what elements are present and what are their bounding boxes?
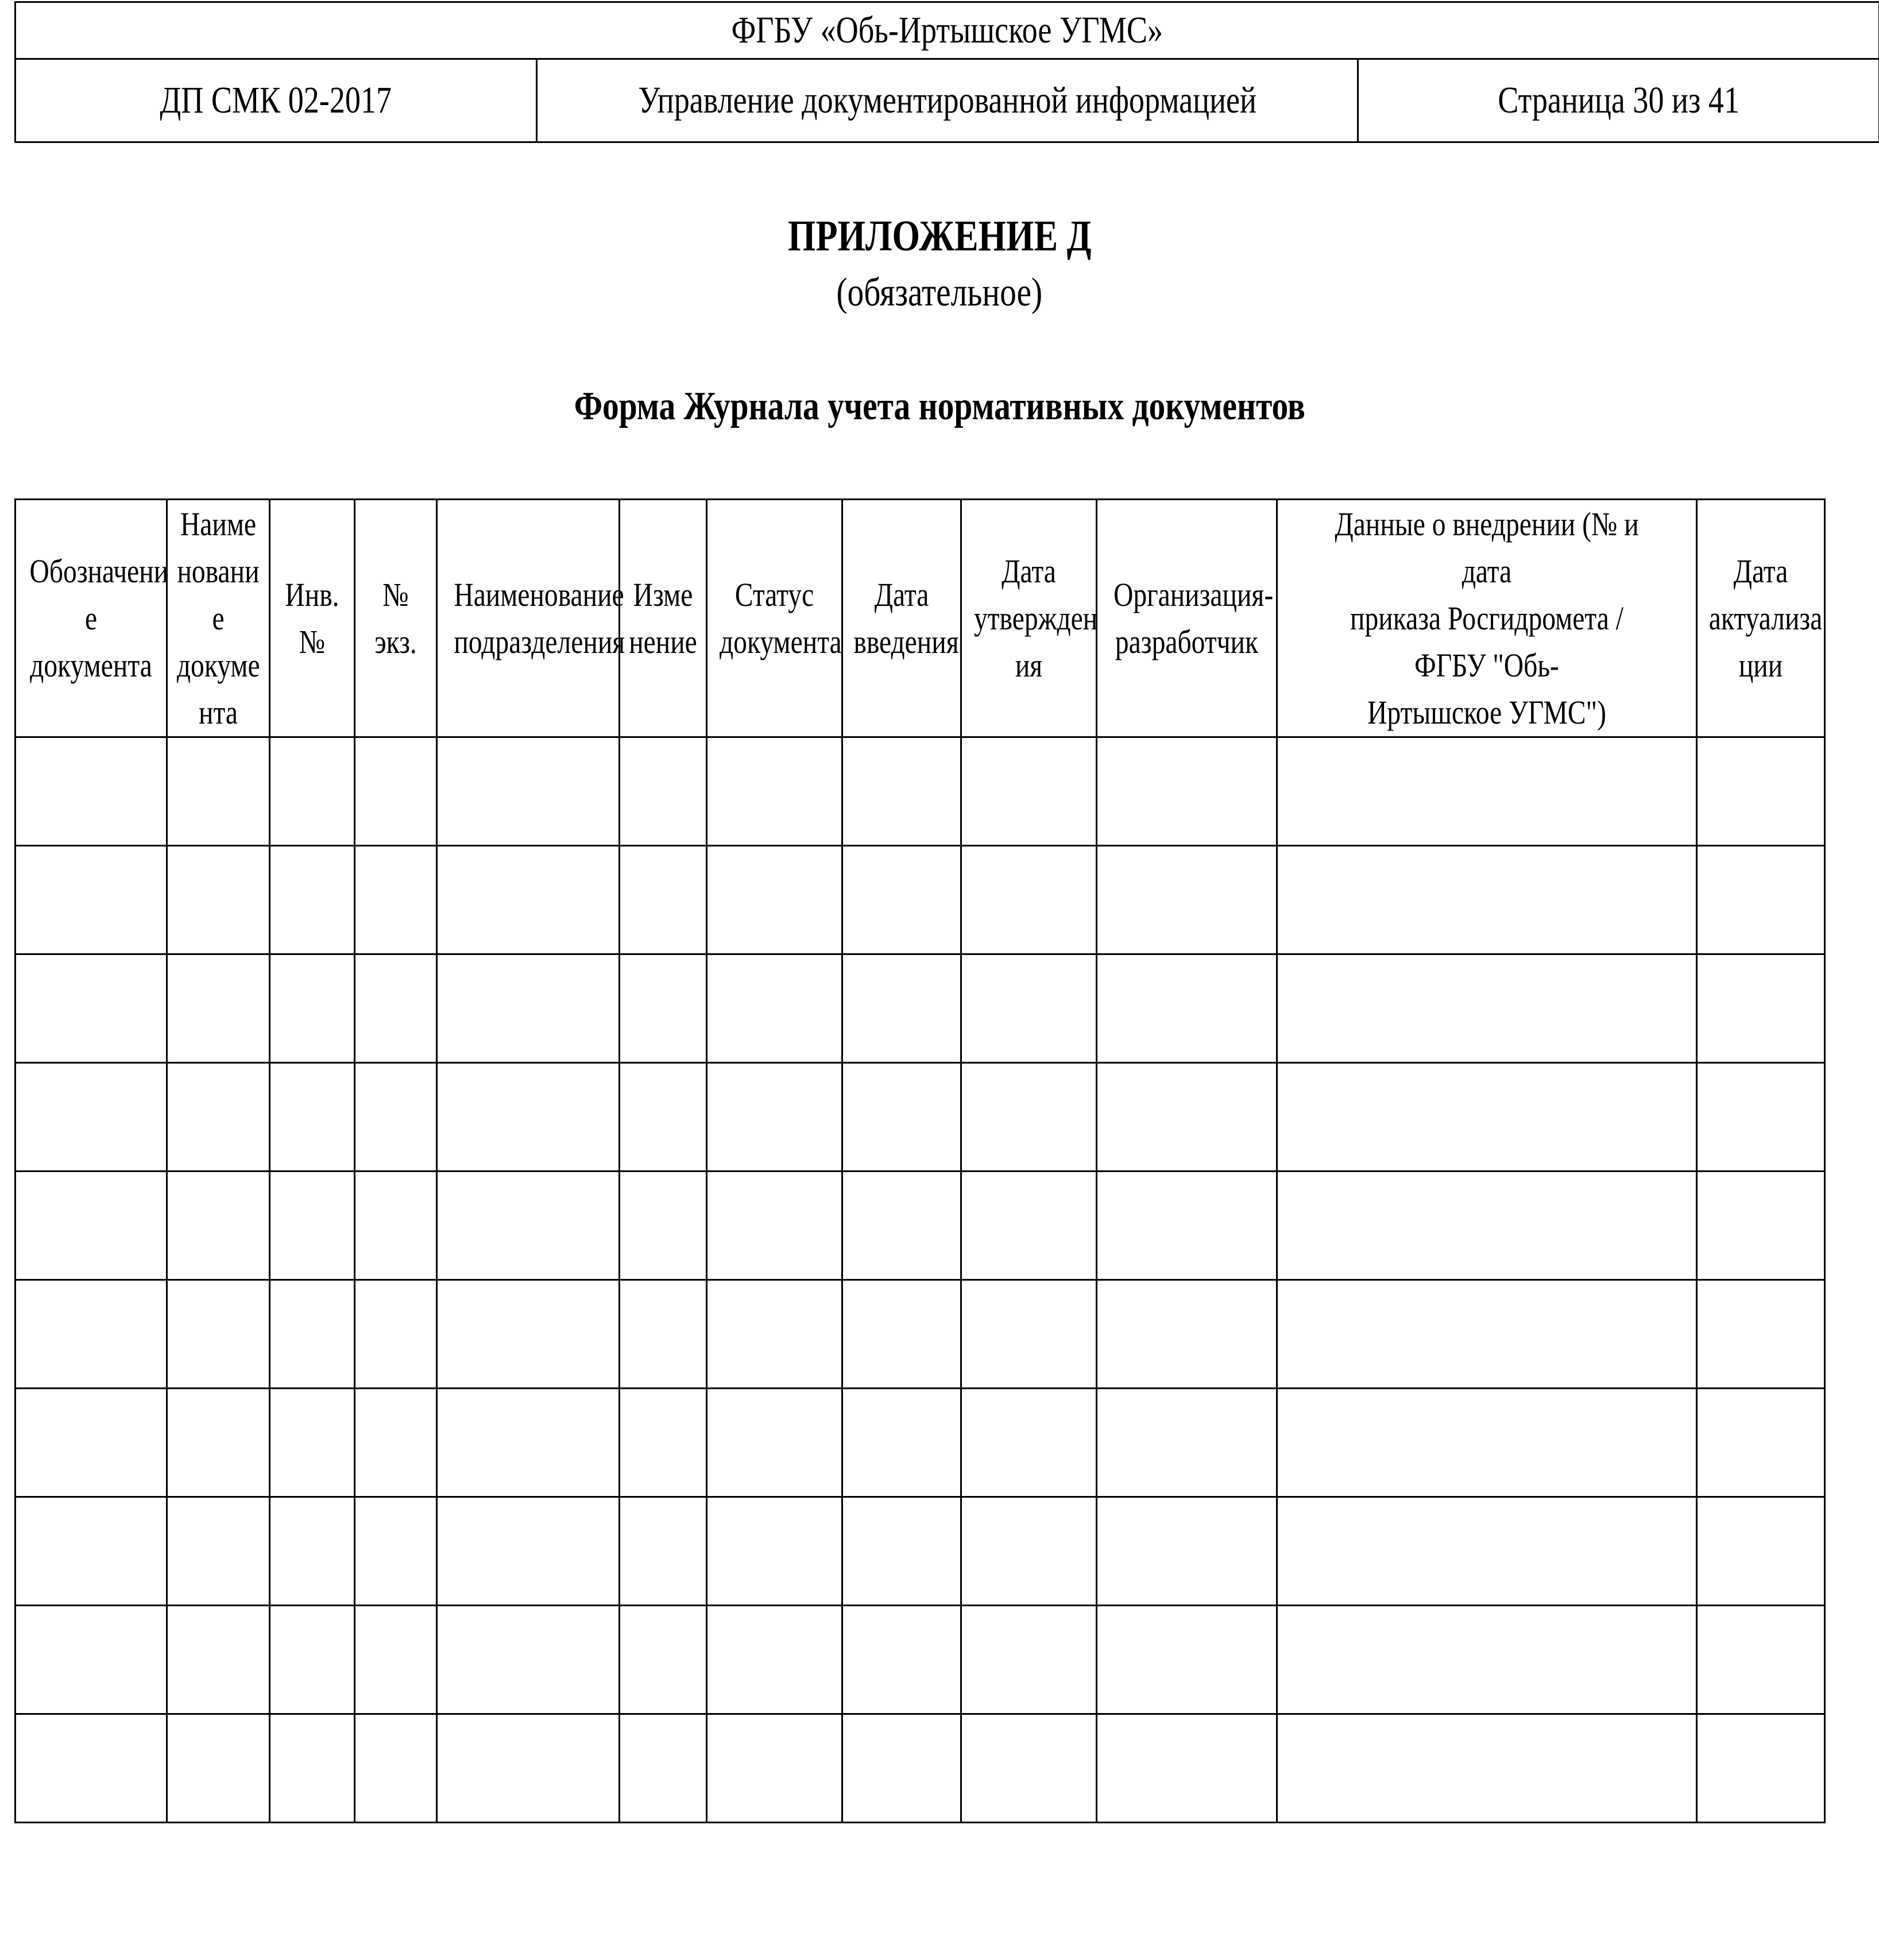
column-header-label: Наиме новани е докуме нта [176,505,260,731]
table-cell [620,1063,707,1172]
table-cell [961,1172,1097,1280]
table-cell [16,1172,167,1280]
table-cell [355,1280,437,1389]
table-cell [167,954,270,1063]
document-header [14,1,1879,143]
column-header [16,500,167,737]
table-cell [620,1714,707,1823]
table-cell [16,737,167,846]
table-cell [1097,1389,1277,1497]
table-cell [167,737,270,846]
organization-cell [16,2,1879,59]
table-cell [707,1389,842,1497]
column-header-label: Дата актуализа ции [1708,552,1823,684]
table-cell [1697,1497,1825,1606]
column-header [270,500,355,737]
table-cell [1277,954,1697,1063]
table-row [16,954,1825,1063]
table-cell [1697,737,1825,846]
page-info: Страница 30 из 41 [1498,79,1739,121]
doc-title: Управление документированной информацией [638,79,1256,121]
column-header [355,500,437,737]
table-cell [437,954,620,1063]
column-header-label: Организация- разработчик [1113,575,1274,660]
table-cell [167,1280,270,1389]
column-header [961,500,1097,737]
table-cell [707,1714,842,1823]
table-cell [270,1714,355,1823]
table-cell [355,1606,437,1714]
table-cell [355,1172,437,1280]
table-cell [707,737,842,846]
table-cell [842,846,961,954]
table-cell [437,1280,620,1389]
table-cell [16,1497,167,1606]
table-cell [437,1389,620,1497]
column-header-label: Обозначени е документа [29,552,169,684]
table-cell [961,1497,1097,1606]
table-cell [355,954,437,1063]
table-cell [1277,1389,1697,1497]
table-cell [167,1172,270,1280]
table-cell [1097,1606,1277,1714]
table-cell [270,1606,355,1714]
page-info-cell [1358,59,1879,142]
table-cell [167,846,270,954]
table-cell [1697,846,1825,954]
column-header [620,500,707,737]
table-cell [1697,1172,1825,1280]
table-cell [16,954,167,1063]
journal-table [14,498,1826,1823]
table-cell [270,1172,355,1280]
table-cell [1697,1389,1825,1497]
table-cell [1097,1063,1277,1172]
table-cell [167,1063,270,1172]
table-cell [1277,1063,1697,1172]
table-cell [842,737,961,846]
table-cell [1697,1063,1825,1172]
column-header [1277,500,1697,737]
table-cell [707,1606,842,1714]
table-cell [16,846,167,954]
table-cell [842,954,961,1063]
table-cell [1097,1497,1277,1606]
table-cell [437,846,620,954]
table-cell [437,1497,620,1606]
table-cell [707,1063,842,1172]
table-cell [707,846,842,954]
table-row [16,1280,1825,1389]
table-cell [167,1497,270,1606]
table-row [16,1497,1825,1606]
table-cell [167,1606,270,1714]
table-cell [707,1172,842,1280]
table-cell [961,1063,1097,1172]
table-cell [620,1389,707,1497]
column-header [167,500,270,737]
table-cell [620,1280,707,1389]
table-cell [1097,954,1277,1063]
table-cell [270,1389,355,1497]
doc-code-cell [16,59,537,142]
table-row [16,846,1825,954]
table-cell [167,1389,270,1497]
table-cell [16,1714,167,1823]
table-row [16,737,1825,846]
form-title [0,384,1879,430]
column-header-label: Данные о внедрении (№ и дата приказа Росгидромета / ФГБУ "Обь- Иртышское УГМС") [1335,505,1639,731]
table-cell [437,737,620,846]
appendix-title [0,211,1879,261]
table-cell [1697,1714,1825,1823]
table-cell [961,846,1097,954]
table-cell [437,1714,620,1823]
table-cell [16,1389,167,1497]
table-cell [1697,954,1825,1063]
column-header [437,500,625,737]
table-row [16,1063,1825,1172]
form-title-text: Форма Журнала учета нормативных документов [574,384,1305,428]
table-cell [270,954,355,1063]
table-cell [270,737,355,846]
table-cell [620,1172,707,1280]
column-header [1697,500,1825,737]
table-cell [1277,1280,1697,1389]
table-cell [842,1497,961,1606]
table-cell [707,1280,842,1389]
table-cell [842,1389,961,1497]
table-cell [1277,846,1697,954]
table-cell [961,737,1097,846]
table-cell [1277,1606,1697,1714]
journal-body [16,737,1825,1823]
table-cell [842,1063,961,1172]
table-row [16,1172,1825,1280]
table-cell [437,1606,620,1714]
table-cell [270,1497,355,1606]
table-cell [16,1606,167,1714]
table-cell [355,1714,437,1823]
table-cell [355,1497,437,1606]
journal-header-row [16,500,1825,737]
appendix-subtitle-text: (обязательное) [836,270,1043,315]
table-cell [437,1172,620,1280]
table-cell [270,1280,355,1389]
table-cell [707,1497,842,1606]
table-cell [620,1606,707,1714]
column-header-label: № экз. [374,575,417,660]
column-header-label: Дата утвержден ия [973,552,1098,684]
table-cell [620,954,707,1063]
doc-title-cell [537,59,1358,142]
table-cell [355,846,437,954]
table-cell [620,1497,707,1606]
table-cell [842,1606,961,1714]
table-cell [1097,737,1277,846]
column-header-label: Статус документа [719,575,842,660]
table-cell [16,1280,167,1389]
table-row [16,1714,1825,1823]
appendix-title-text: ПРИЛОЖЕНИЕ Д [787,212,1092,260]
table-cell [961,1714,1097,1823]
table-cell [961,1606,1097,1714]
table-cell [1697,1280,1825,1389]
table-cell [961,1280,1097,1389]
table-row [16,1606,1825,1714]
table-cell [842,1172,961,1280]
table-cell [842,1280,961,1389]
column-header-label: Инв. № [285,575,339,660]
table-cell [1277,1714,1697,1823]
table-cell [620,846,707,954]
organization-name: ФГБУ «Обь-Иртышское УГМС» [731,9,1163,51]
table-cell [1277,1497,1697,1606]
table-cell [270,846,355,954]
column-header [842,500,961,737]
table-cell [961,1389,1097,1497]
column-header [707,500,842,737]
table-cell [1277,737,1697,846]
appendix-subtitle [0,270,1879,316]
table-cell [355,737,437,846]
table-cell [961,954,1097,1063]
table-cell [1097,1172,1277,1280]
table-cell [355,1063,437,1172]
table-cell [1697,1606,1825,1714]
table-row [16,1389,1825,1497]
table-cell [1277,1172,1697,1280]
table-cell [355,1389,437,1497]
column-header-label: Изме нение [629,575,697,660]
doc-code: ДП СМК 02-2017 [160,79,392,121]
table-cell [842,1714,961,1823]
table-cell [1097,1714,1277,1823]
table-cell [707,954,842,1063]
table-cell [620,737,707,846]
table-cell [1097,846,1277,954]
table-cell [167,1714,270,1823]
column-header-label: Наименование подразделения [454,575,625,660]
column-header-label: Дата введения [853,575,959,660]
table-cell [437,1063,620,1172]
table-cell [16,1063,167,1172]
column-header [1097,500,1277,737]
table-cell [1097,1280,1277,1389]
table-cell [270,1063,355,1172]
